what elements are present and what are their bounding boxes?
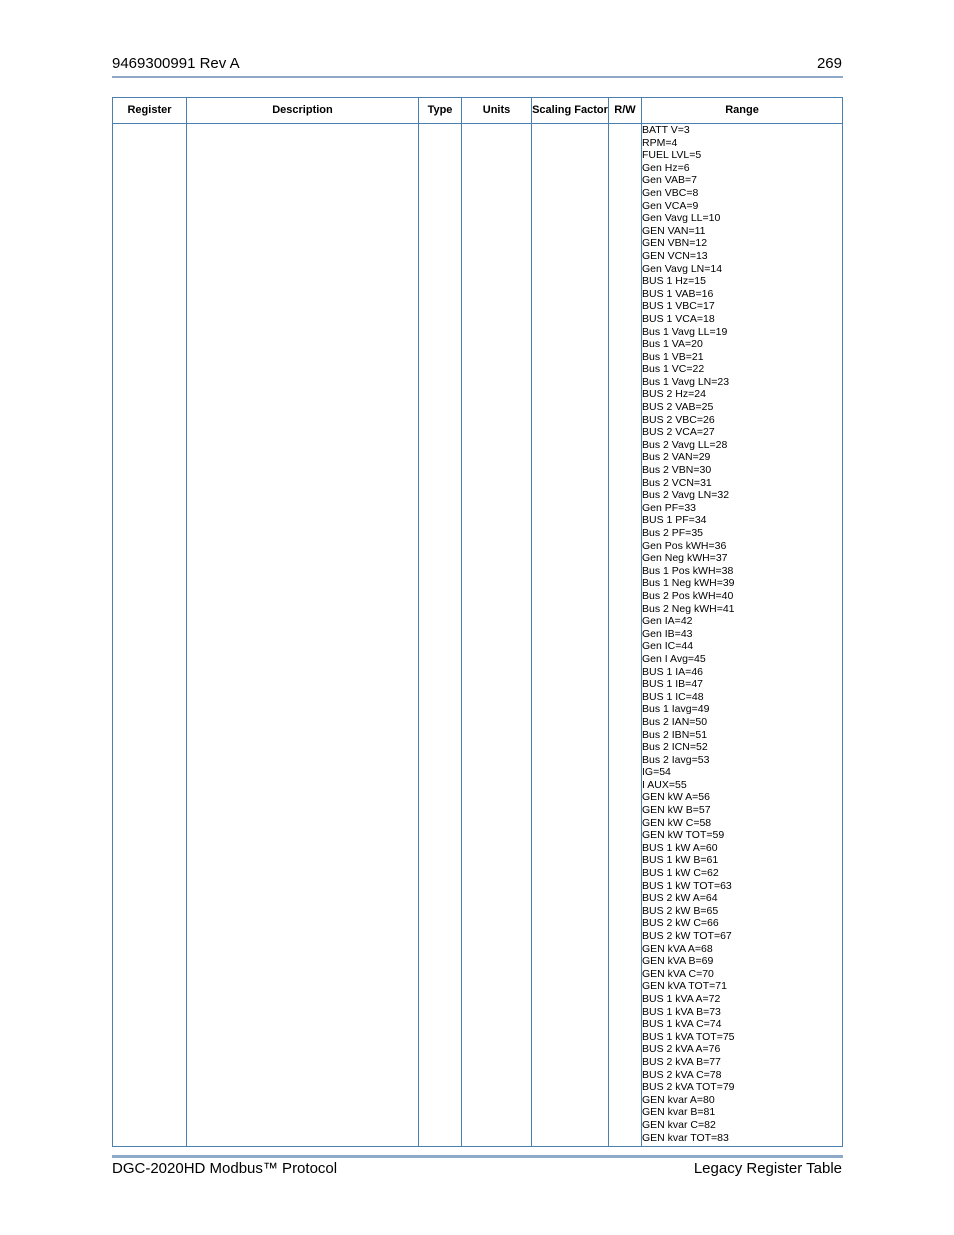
document-number: 9469300991 Rev A <box>112 55 240 72</box>
footer-section-title: Legacy Register Table <box>693 1160 842 1177</box>
col-header-register: Register <box>113 98 187 124</box>
range-item: Gen VCA=9 <box>642 199 699 212</box>
range-item: I AUX=55 <box>642 778 687 791</box>
range-item: BUS 1 kW A=60 <box>642 841 718 854</box>
page-footer <box>112 1160 842 1180</box>
col-header-units: Units <box>462 98 532 124</box>
range-item: BUS 1 PF=34 <box>642 514 707 527</box>
range-item: GEN kW A=56 <box>642 791 710 804</box>
range-item: BUS 1 kW C=62 <box>642 867 719 880</box>
header-rule <box>112 76 843 78</box>
range-item: RPM=4 <box>642 136 678 149</box>
range-item: Gen IC=44 <box>642 640 694 653</box>
range-item: BUS 2 kVA C=78 <box>642 1068 722 1081</box>
range-item: Bus 2 Neg kWH=41 <box>642 602 735 615</box>
range-item: Bus 1 VB=21 <box>642 350 704 363</box>
col-header-rw: R/W <box>609 98 642 124</box>
range-item: IG=54 <box>642 766 671 779</box>
range-item: Bus 2 VAN=29 <box>642 451 711 464</box>
range-item: BUS 1 kW B=61 <box>642 854 719 867</box>
range-item: Gen Vavg LN=14 <box>642 262 723 275</box>
range-item: GEN kvar C=82 <box>642 1118 716 1131</box>
range-item: BUS 1 VBC=17 <box>642 300 715 313</box>
range-item: BUS 2 VBC=26 <box>642 413 715 426</box>
range-item: Gen VBC=8 <box>642 186 699 199</box>
register-table <box>112 97 843 1147</box>
range-item: GEN kVA B=69 <box>642 955 714 968</box>
type-cell <box>419 124 462 1147</box>
range-item: Gen Pos kWH=36 <box>642 539 727 552</box>
range-item: BUS 2 kW C=66 <box>642 917 719 930</box>
range-item: Gen Neg kWH=37 <box>642 552 728 565</box>
range-item: Bus 1 Neg kWH=39 <box>642 577 735 590</box>
range-item: BUS 2 kW A=64 <box>642 892 718 905</box>
range-item: BATT V=3 <box>642 124 690 136</box>
table-row <box>113 124 843 1147</box>
range-item: Bus 2 IAN=50 <box>642 715 708 728</box>
range-item: GEN VAN=11 <box>642 224 706 237</box>
range-item: Bus 1 VC=22 <box>642 363 705 376</box>
footer-rule <box>112 1155 843 1158</box>
scaling-factor-cell <box>532 124 609 1147</box>
register-cell <box>113 124 187 1147</box>
range-item: GEN kvar TOT=83 <box>642 1131 729 1144</box>
range-item: GEN kW C=58 <box>642 816 712 829</box>
range-item: GEN kvar B=81 <box>642 1106 716 1119</box>
range-item: Bus 1 Vavg LN=23 <box>642 375 730 388</box>
range-item: Gen Vavg LL=10 <box>642 212 721 225</box>
range-item: BUS 1 kW TOT=63 <box>642 879 732 892</box>
col-header-type: Type <box>419 98 462 124</box>
range-item: Bus 2 VBN=30 <box>642 464 712 477</box>
units-cell <box>462 124 532 1147</box>
range-item: BUS 2 kVA TOT=79 <box>642 1081 735 1094</box>
range-item: GEN kW TOT=59 <box>642 829 725 842</box>
range-item: GEN kVA C=70 <box>642 967 714 980</box>
range-item: BUS 2 kW B=65 <box>642 904 719 917</box>
range-item: Bus 1 VA=20 <box>642 338 703 351</box>
range-item: Bus 1 Vavg LL=19 <box>642 325 728 338</box>
range-item: BUS 1 kVA C=74 <box>642 1018 722 1031</box>
col-header-scaling-factor: Scaling Factor <box>532 98 609 124</box>
range-item: Bus 1 Iavg=49 <box>642 703 710 716</box>
range-item: Bus 2 Pos kWH=40 <box>642 589 734 602</box>
range-item: Gen IA=42 <box>642 615 693 628</box>
range-item: BUS 1 kVA A=72 <box>642 992 721 1005</box>
range-item: BUS 1 kVA B=73 <box>642 1005 721 1018</box>
range-item: GEN VCN=13 <box>642 249 708 262</box>
range-item: Bus 2 Vavg LN=32 <box>642 489 730 502</box>
range-item: Bus 2 Iavg=53 <box>642 753 710 766</box>
range-item: BUS 1 Hz=15 <box>642 275 706 288</box>
range-item: BUS 1 VAB=16 <box>642 287 714 300</box>
range-item: BUS 2 kVA A=76 <box>642 1043 721 1056</box>
range-item: BUS 2 VAB=25 <box>642 401 714 414</box>
range-item: Bus 2 IBN=51 <box>642 728 708 741</box>
col-header-description: Description <box>187 98 419 124</box>
description-cell <box>187 124 419 1147</box>
range-item: BUS 1 kVA TOT=75 <box>642 1030 735 1043</box>
range-list <box>642 124 842 1144</box>
range-item: BUS 2 VCA=27 <box>642 426 715 439</box>
range-item: GEN kvar A=80 <box>642 1093 715 1106</box>
range-item: BUS 2 kW TOT=67 <box>642 930 732 942</box>
range-item: Bus 2 PF=35 <box>642 527 703 539</box>
range-item: Gen IB=43 <box>642 627 693 640</box>
range-item: Bus 1 Pos kWH=38 <box>642 564 734 577</box>
range-item: Gen VAB=7 <box>642 174 697 187</box>
col-header-range: Range <box>642 98 843 124</box>
range-item: BUS 2 kVA B=77 <box>642 1055 721 1068</box>
range-item: Gen Hz=6 <box>642 161 690 174</box>
range-item: Bus 2 ICN=52 <box>642 741 708 754</box>
range-item: GEN kVA TOT=71 <box>642 980 727 993</box>
range-item: BUS 1 IC=48 <box>642 690 704 703</box>
range-item: GEN VBN=12 <box>642 237 708 250</box>
page-header <box>112 55 842 75</box>
range-item: Gen PF=33 <box>642 501 696 514</box>
range-item: Bus 2 Vavg LL=28 <box>642 438 728 451</box>
rw-cell <box>609 124 642 1147</box>
range-item: BUS 1 IB=47 <box>642 678 703 691</box>
range-item: BUS 1 IA=46 <box>642 665 703 678</box>
table-header-row <box>113 98 843 124</box>
range-item: FUEL LVL=5 <box>642 149 702 162</box>
footer-document-title: DGC-2020HD Modbus™ Protocol <box>112 1160 338 1177</box>
range-item: GEN kVA A=68 <box>642 942 713 955</box>
range-item: BUS 1 VCA=18 <box>642 312 715 325</box>
range-item: Bus 2 VCN=31 <box>642 476 712 489</box>
range-cell <box>642 124 843 1147</box>
range-item: BUS 2 Hz=24 <box>642 388 706 401</box>
range-item: Gen I Avg=45 <box>642 652 706 665</box>
range-item: GEN kW B=57 <box>642 804 711 817</box>
page-number: 269 <box>816 55 842 72</box>
